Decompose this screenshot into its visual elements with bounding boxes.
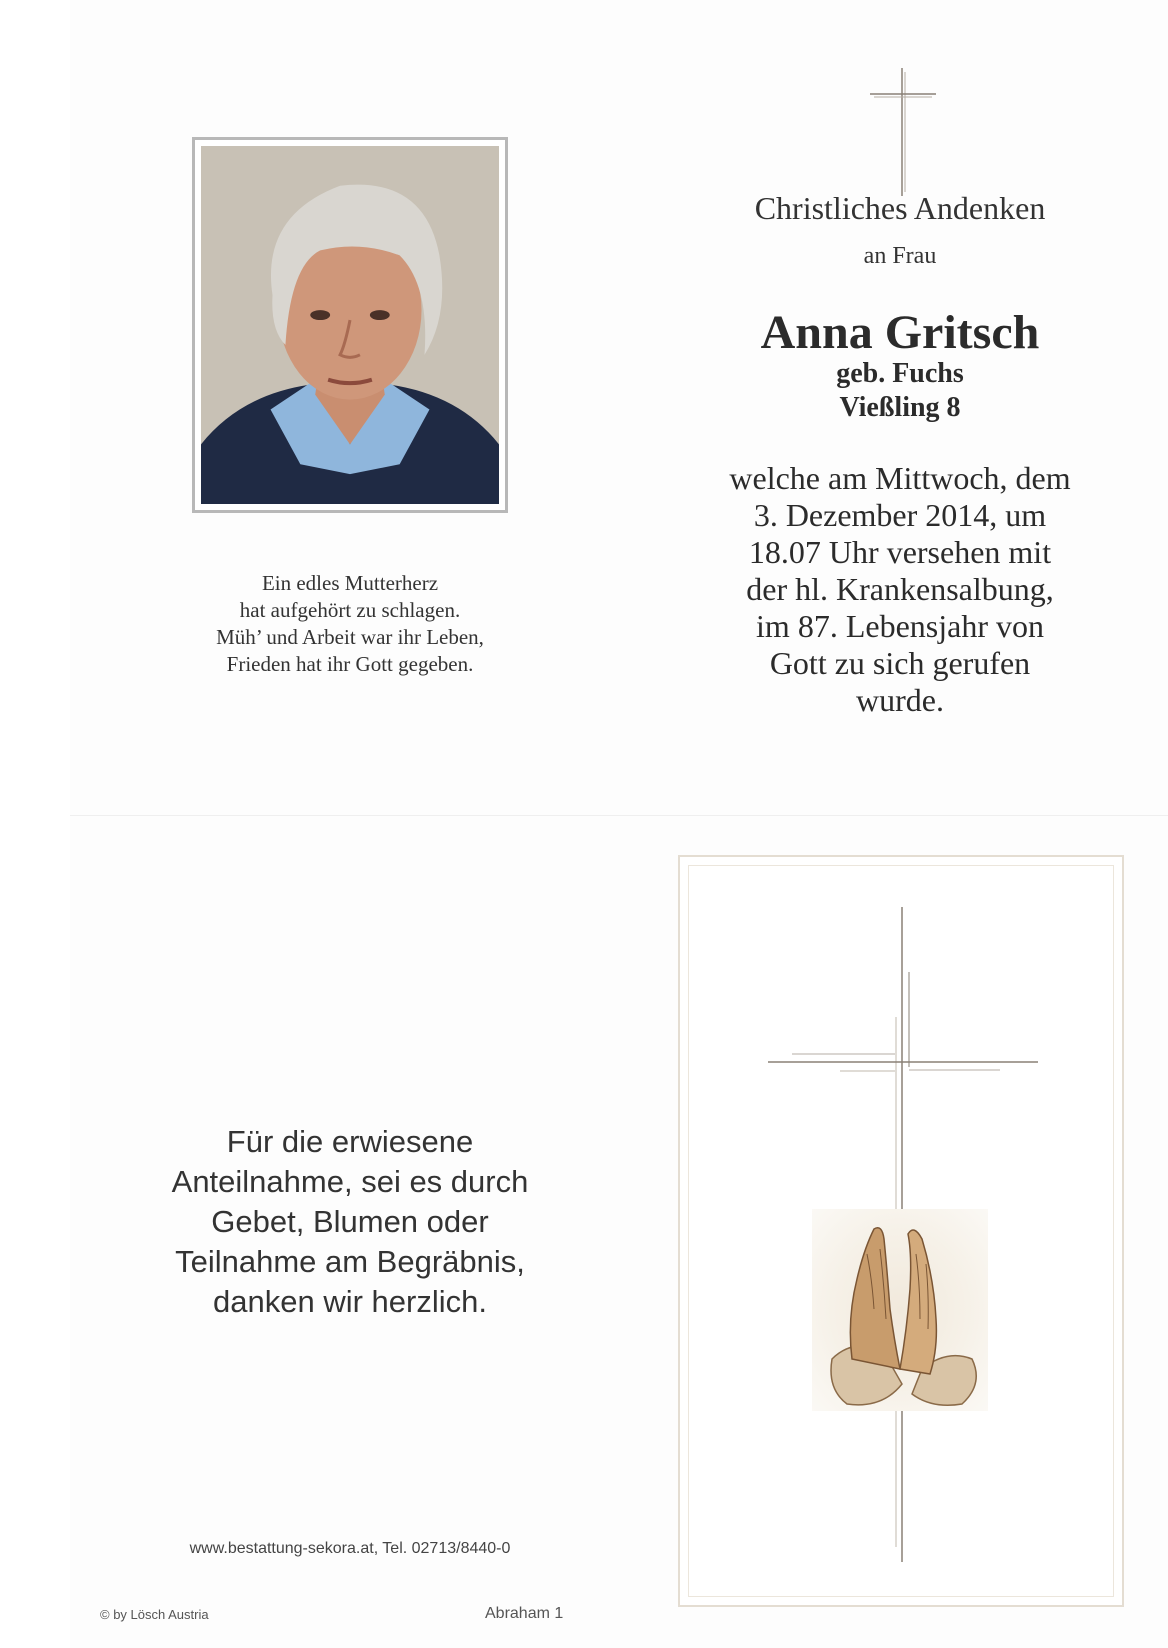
portrait-photo — [201, 146, 499, 504]
fold-line — [70, 815, 1168, 816]
address: Vießling 8 — [839, 392, 961, 423]
poem-line: hat aufgehört zu schlagen. — [239, 598, 461, 622]
thanks-line: Für die erwiesene — [226, 1124, 474, 1159]
salutation: an Frau — [863, 243, 937, 269]
death-notice-line: welche am Mittwoch, dem — [729, 460, 1071, 496]
poem-line: Ein edles Mutterherz — [261, 571, 439, 595]
copyright-note: © by Lösch Austria — [100, 1607, 209, 1622]
decorative-card — [678, 855, 1124, 1607]
death-notice-line: wurde. — [856, 682, 944, 718]
poem-line: Müh’ und Arbeit war ihr Leben, — [216, 625, 484, 649]
funeral-home-contact: www.bestattung-sekora.at, Tel. 02713/8440-0 — [189, 1540, 511, 1557]
death-notice-line: der hl. Krankensalbung, — [746, 571, 1054, 607]
death-notice-line: 3. Dezember 2014, um — [753, 497, 1047, 533]
thanks-line: Teilnahme am Begräbnis, — [175, 1244, 525, 1279]
praying-hands-icon — [812, 1209, 988, 1411]
cross-icon — [870, 68, 936, 196]
praying-hands-illustration — [812, 1209, 988, 1411]
death-notice-line: 18.07 Uhr versehen mit — [748, 534, 1052, 570]
card-model-label: Abraham 1 — [485, 1605, 564, 1622]
memorial-poem — [150, 570, 550, 678]
thanks-line: Gebet, Blumen oder — [211, 1204, 489, 1239]
portrait-illustration — [201, 146, 499, 504]
thanks-line: Anteilnahme, sei es durch — [171, 1164, 529, 1199]
thanks-line: danken wir herzlich. — [213, 1284, 487, 1319]
thanks-message — [130, 1122, 570, 1322]
death-notice-line: Gott zu sich gerufen — [769, 645, 1031, 681]
death-notice-line: im 87. Lebensjahr von — [756, 608, 1044, 644]
portrait-frame — [192, 137, 508, 513]
card-heading: Christliches Andenken — [754, 190, 1046, 226]
poem-line: Frieden hat ihr Gott gegeben. — [226, 652, 474, 676]
maiden-name: geb. Fuchs — [836, 358, 964, 389]
deceased-name: Anna Gritsch — [760, 306, 1040, 359]
death-notice — [680, 460, 1120, 719]
